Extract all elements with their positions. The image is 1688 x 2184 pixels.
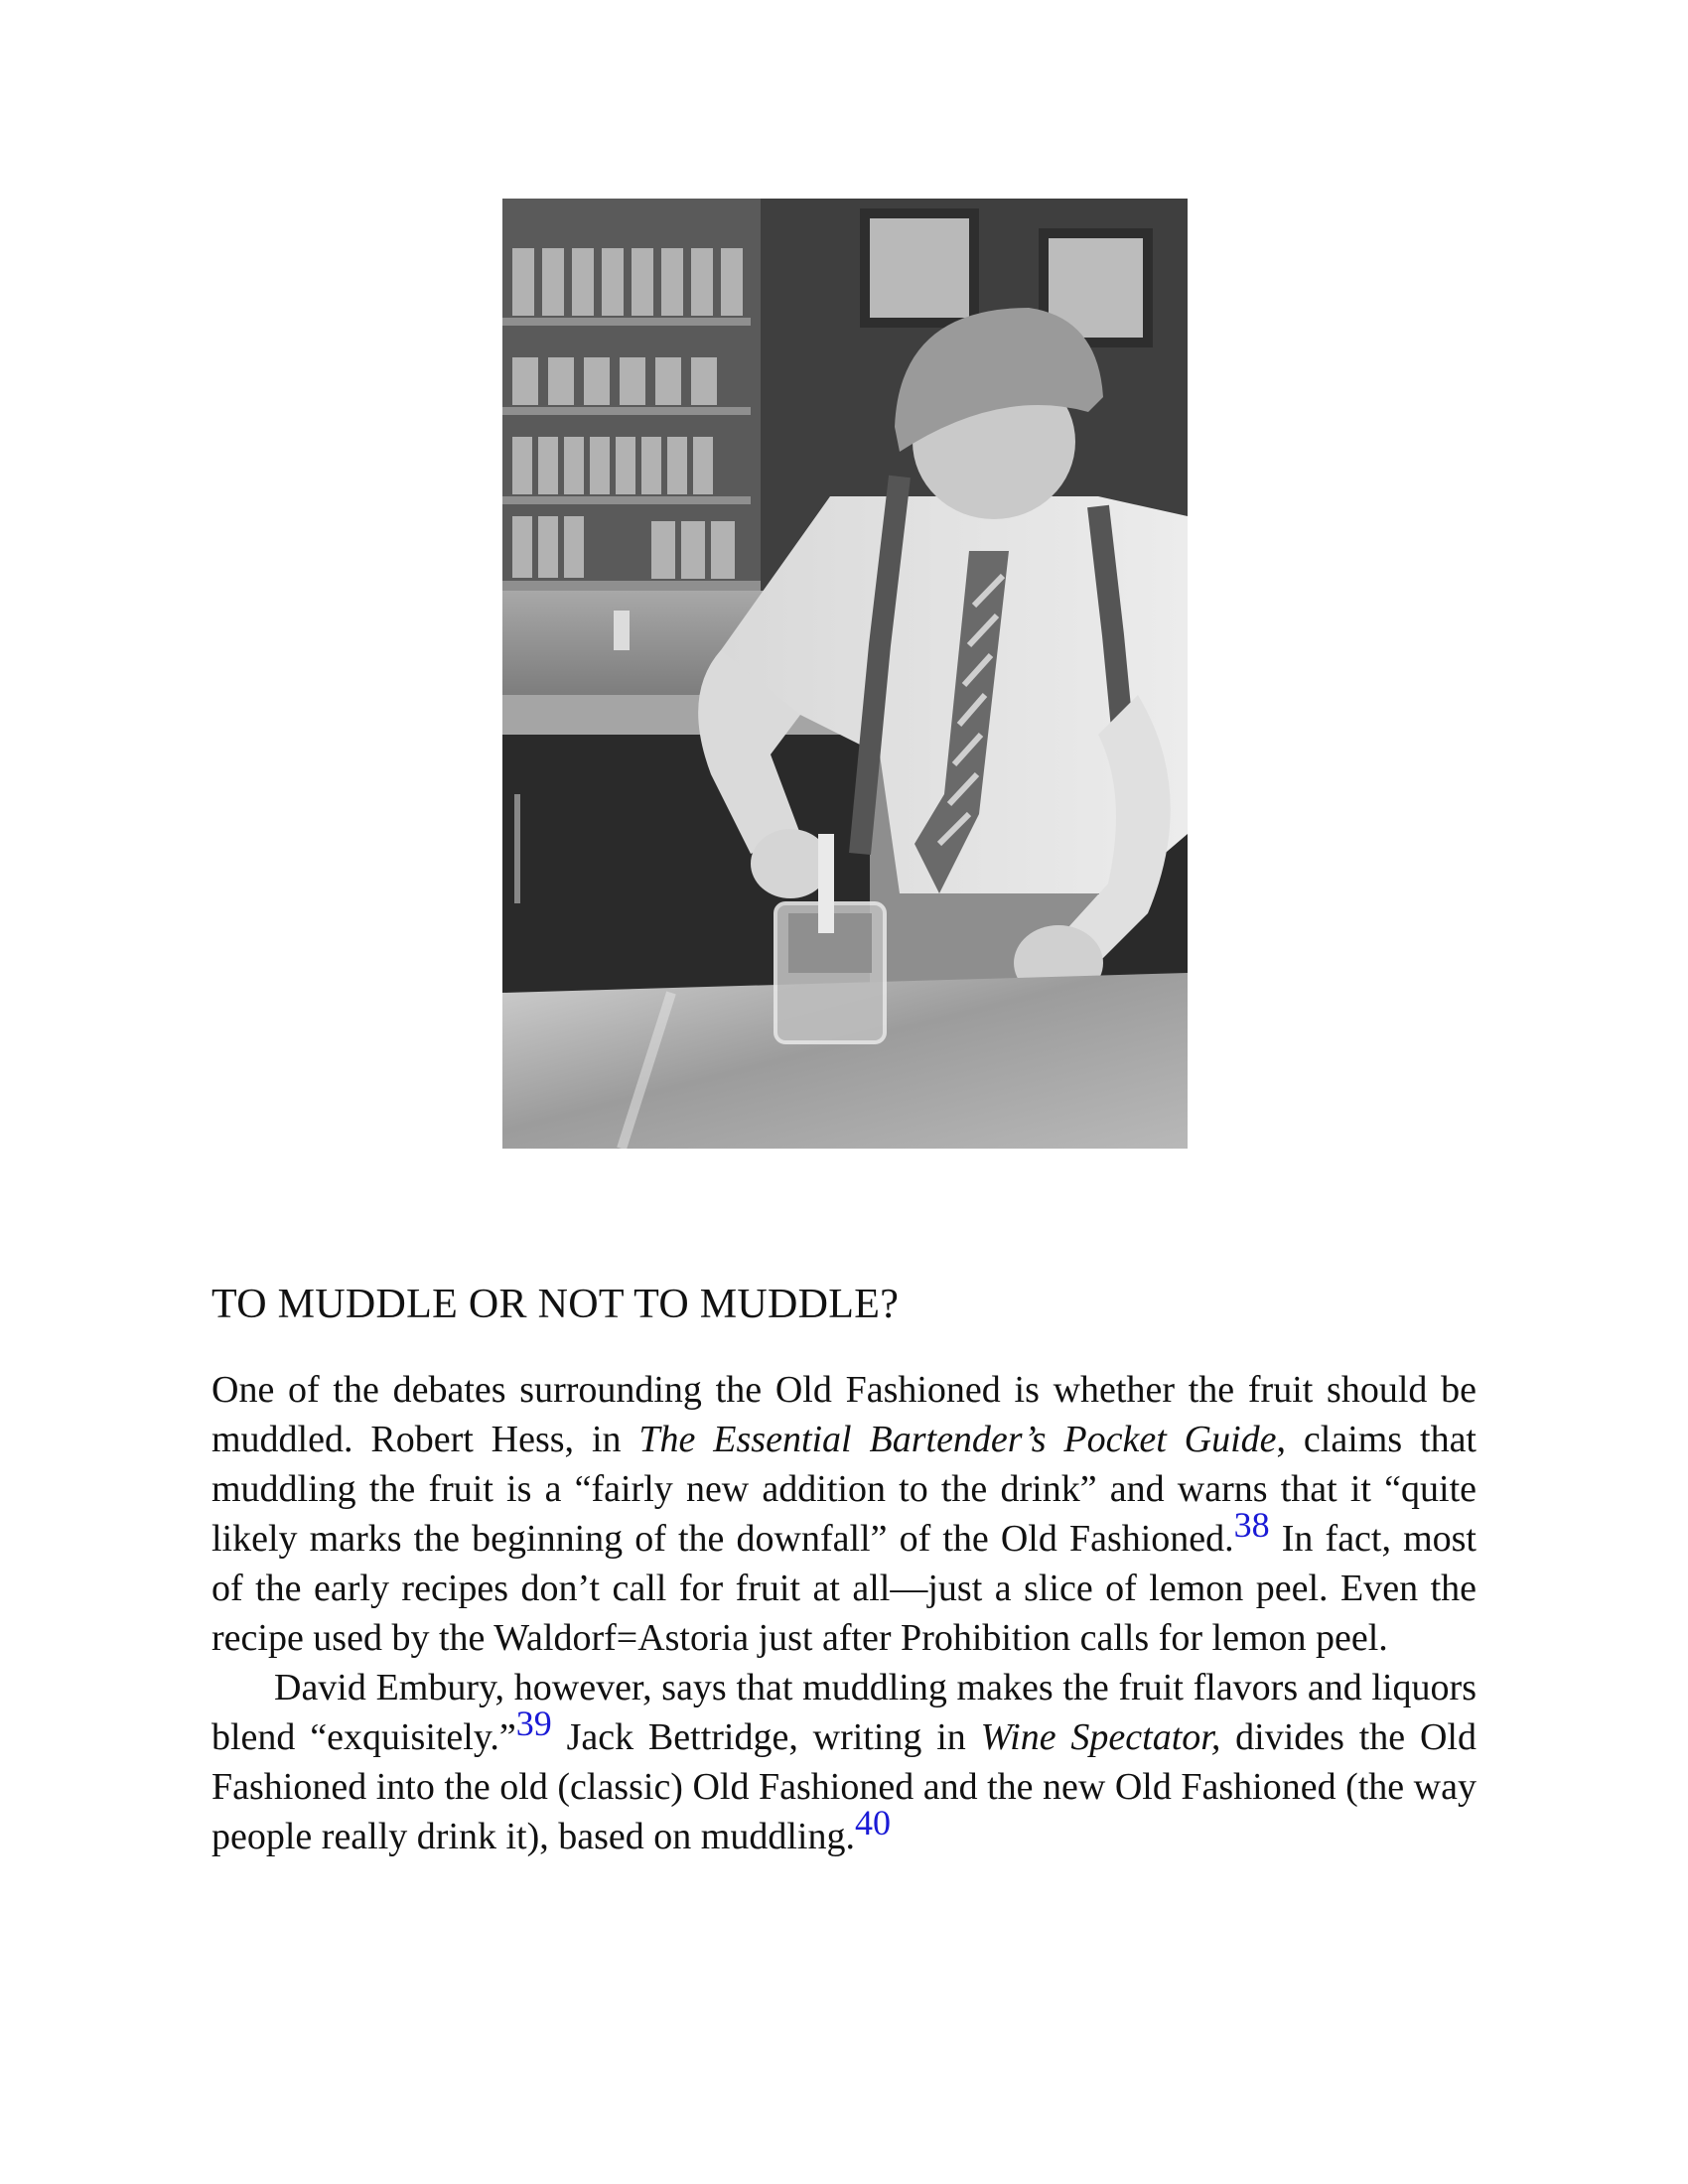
p2-text-2: Jack Bettridge, writing in [551, 1716, 981, 1758]
paragraph-1 [211, 1365, 1477, 1663]
bartender-photo [502, 199, 1188, 1149]
p2-text-3: divides the Old Fashioned into the old (classic) Old Fashioned and the new Old Fashioned (the way people really drink it), based on muddling. [211, 1716, 1477, 1857]
body-text [211, 1365, 1477, 1861]
p1-text-2: , claims that muddling the fruit is a “fairly new addition to the drink” and warns that it “quite likely marks the beginning of the downfall” of the Old Fashioned. [211, 1419, 1477, 1560]
magazine-title: Wine Spectator, [980, 1716, 1221, 1758]
p2-text-1: David Embury, however, says that muddling makes the fruit flavors and liquors blend “exquisitely.” [211, 1667, 1477, 1758]
paragraph-2 [211, 1663, 1477, 1861]
p1-text-1: One of the debates surrounding the Old Fashioned is whether the fruit should be muddled. Robert Hess, in [211, 1369, 1477, 1460]
book-title: The Essential Bartender’s Pocket Guide [638, 1419, 1277, 1460]
footnote-link-40[interactable]: 40 [854, 1803, 891, 1843]
p1-text-3: In fact, most of the early recipes don’t call for fruit at all—just a slice of lemon peel. Even the recipe used by the Waldorf=Astoria just after Prohibition calls for lemon peel. [211, 1518, 1477, 1659]
section-heading: TO MUDDLE OR NOT TO MUDDLE? [211, 1282, 900, 1327]
footnote-link-39[interactable]: 39 [515, 1704, 552, 1743]
footnote-link-38[interactable]: 38 [1233, 1505, 1270, 1545]
